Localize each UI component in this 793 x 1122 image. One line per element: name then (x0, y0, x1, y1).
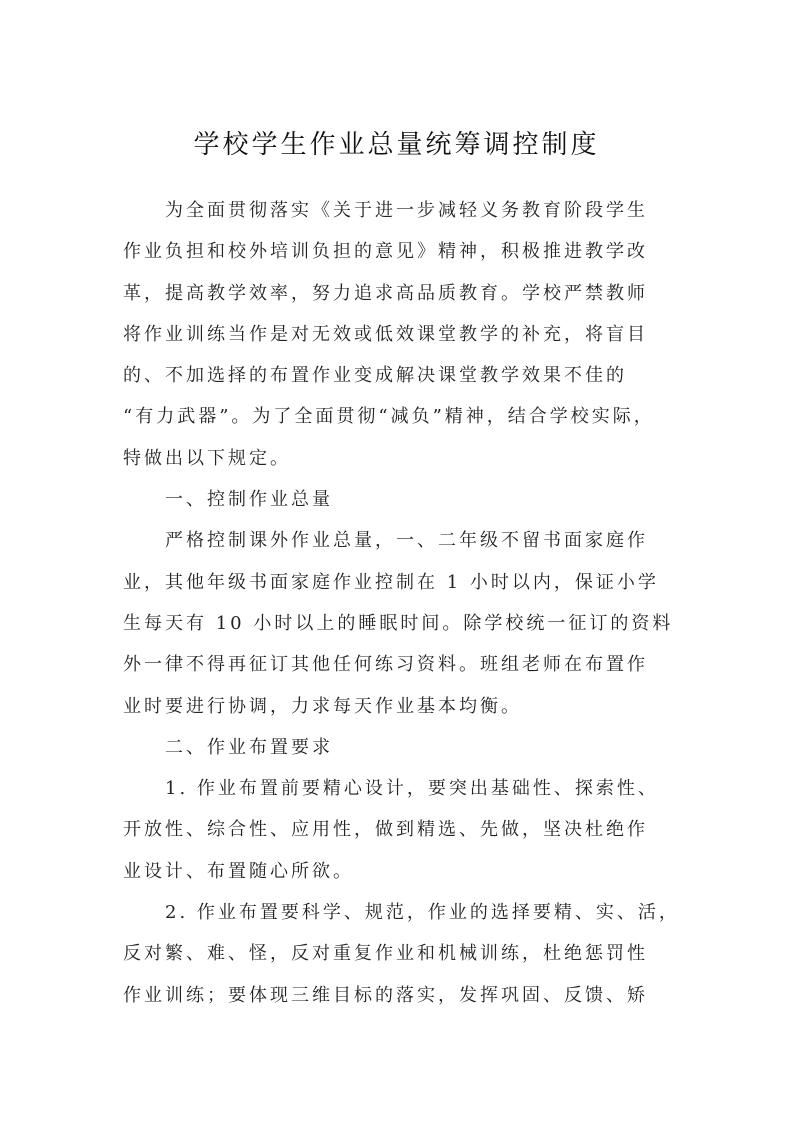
item-2-paragraph-line: 作业训练；要体现三维目标的落实，发挥巩固、反馈、矫 (123, 984, 648, 1006)
section-1-paragraph-line: 生每天有 10 小时以上的睡眠时间。除学校统一征订的资料 (123, 612, 674, 634)
intro-paragraph-line: “有力武器”。为了全面贯彻“减负”精神，结合学校实际， (123, 406, 655, 428)
intro-paragraph-line: 作业负担和校外培训负担的意见》精神，积极推进教学改 (123, 241, 648, 263)
section-heading-1: 一、控制作业总量 (165, 489, 333, 511)
intro-paragraph-line: 特做出以下规定。 (123, 447, 291, 469)
section-1-paragraph-line: 严格控制课外作业总量，一、二年级不留书面家庭作 (165, 530, 648, 552)
intro-paragraph-line: 为全面贯彻落实《关于进一步减轻义务教育阶段学生 (165, 200, 648, 221)
item-1-paragraph-line: 业设计、布置随心所欲。 (123, 860, 354, 882)
item-1-paragraph-line: 1. 作业布置前要精心设计，要突出基础性、探索性、 (165, 778, 659, 800)
intro-paragraph-line: 将作业训练当作是对无效或低效课堂教学的补充，将盲目 (123, 323, 648, 345)
document-title: 学校学生作业总量统筹调控制度 (193, 130, 600, 160)
item-2-paragraph-line: 2. 作业布置要科学、规范，作业的选择要精、实、活， (165, 902, 680, 924)
document-body (123, 190, 683, 1016)
intro-paragraph-line: 革，提高教学效率，努力追求高品质教育。学校严禁教师 (123, 282, 648, 304)
section-1-paragraph-line: 业，其他年级书面家庭作业控制在 1 小时以内，保证小学 (123, 571, 659, 593)
section-1-paragraph-line: 外一律不得再征订其他任何练习资料。班组老师在布置作 (123, 654, 648, 676)
item-2-paragraph-line: 反对繁、难、怪，反对重复作业和机械训练，杜绝惩罚性 (123, 943, 648, 965)
section-1-paragraph-line: 业时要进行协调，力求每天作业基本均衡。 (123, 695, 522, 717)
intro-paragraph-line: 的、不加选择的布置作业变成解决课堂教学效果不佳的 (123, 365, 627, 387)
section-heading-2: 二、作业布置要求 (165, 736, 333, 758)
item-1-paragraph-line: 开放性、综合性、应用性，做到精选、先做，坚决杜绝作 (123, 819, 648, 841)
